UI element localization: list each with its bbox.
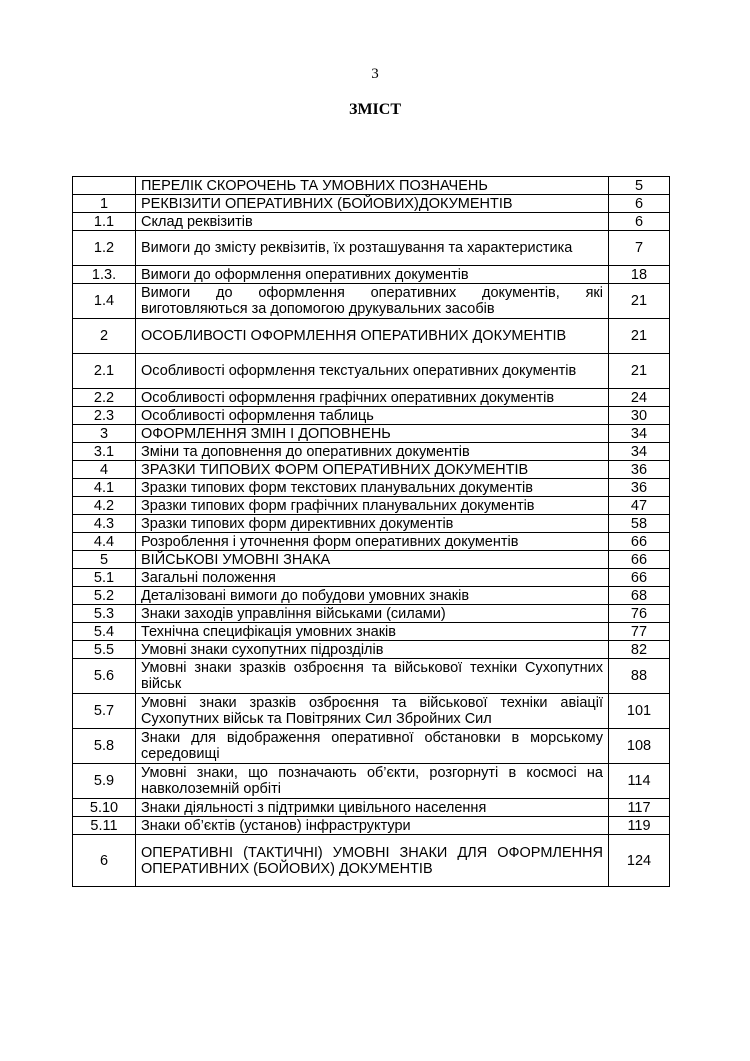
toc-row <box>73 641 670 659</box>
toc-section-title: Деталізовані вимоги до побудови умовних знаків <box>136 587 609 605</box>
toc-row <box>73 569 670 587</box>
page-number: 3 <box>371 66 379 82</box>
toc-section-title: Умовні знаки зразків озброєння та військової техніки Сухопутних військ <box>136 659 609 694</box>
toc-page-number: 119 <box>609 817 670 835</box>
toc-section-number: 5.11 <box>73 817 136 835</box>
toc-section-number: 5.7 <box>73 694 136 729</box>
toc-section-number: 2 <box>73 319 136 354</box>
toc-section-number: 3 <box>73 425 136 443</box>
toc-section-title: Вимоги до оформлення оперативних документів, які виготовляються за допомогою друкувальних засобів <box>136 284 609 319</box>
toc-section-title: Особливості оформлення таблиць <box>136 407 609 425</box>
toc-section-number: 4.2 <box>73 497 136 515</box>
toc-section-title: Загальні положення <box>136 569 609 587</box>
toc-page-number: 34 <box>609 443 670 461</box>
toc-section-title: Склад реквізитів <box>136 213 609 231</box>
toc-row <box>73 659 670 694</box>
toc-section-number: 4 <box>73 461 136 479</box>
toc-row <box>73 605 670 623</box>
toc-row <box>73 587 670 605</box>
toc-row <box>73 623 670 641</box>
toc-section-number: 6 <box>73 835 136 887</box>
toc-page-number: 5 <box>609 177 670 195</box>
toc-section-number: 1 <box>73 195 136 213</box>
toc-section-title: Знаки заходів управління військами (силами) <box>136 605 609 623</box>
toc-row <box>73 443 670 461</box>
toc-section-number: 4.3 <box>73 515 136 533</box>
toc-row <box>73 284 670 319</box>
toc-section-title: Зміни та доповнення до оперативних документів <box>136 443 609 461</box>
toc-page-number: 6 <box>609 195 670 213</box>
toc-section-title: Технічна специфікація умовних знаків <box>136 623 609 641</box>
toc-row <box>73 817 670 835</box>
toc-row <box>73 799 670 817</box>
toc-section-number: 5.1 <box>73 569 136 587</box>
toc-section-number: 5.6 <box>73 659 136 694</box>
toc-section-title: Умовні знаки, що позначають об’єкти, розгорнуті в космосі на навколоземній орбіті <box>136 764 609 799</box>
toc-row <box>73 729 670 764</box>
toc-row <box>73 425 670 443</box>
toc-section-title: ОСОБЛИВОСТІ ОФОРМЛЕННЯ ОПЕРАТИВНИХ ДОКУМЕНТІВ <box>136 319 609 354</box>
toc-section-title: ВІЙСЬКОВІ УМОВНІ ЗНАКА <box>136 551 609 569</box>
toc-row <box>73 213 670 231</box>
toc-page-number: 47 <box>609 497 670 515</box>
toc-page-number: 18 <box>609 266 670 284</box>
toc-section-number: 3.1 <box>73 443 136 461</box>
toc-row <box>73 407 670 425</box>
toc-section-number: 1.3. <box>73 266 136 284</box>
toc-row <box>73 389 670 407</box>
toc-row <box>73 515 670 533</box>
toc-row <box>73 354 670 389</box>
toc-section-title: ОФОРМЛЕННЯ ЗМІН І ДОПОВНЕНЬ <box>136 425 609 443</box>
toc-section-number: 5.5 <box>73 641 136 659</box>
toc-section-number: 5.9 <box>73 764 136 799</box>
toc-row <box>73 177 670 195</box>
toc-section-title: ОПЕРАТИВНІ (ТАКТИЧНІ) УМОВНІ ЗНАКИ ДЛЯ ОФОРМЛЕННЯ ОПЕРАТИВНИХ (БОЙОВИХ) ДОКУМЕНТІВ <box>136 835 609 887</box>
toc-section-number: 5.10 <box>73 799 136 817</box>
toc-page-number: 66 <box>609 569 670 587</box>
toc-section-title: ПЕРЕЛІК СКОРОЧЕНЬ ТА УМОВНИХ ПОЗНАЧЕНЬ <box>136 177 609 195</box>
toc-section-title: Особливості оформлення графічних оперативних документів <box>136 389 609 407</box>
toc-section-number: 1.2 <box>73 231 136 266</box>
toc-section-number: 5.8 <box>73 729 136 764</box>
toc-section-number: 2.1 <box>73 354 136 389</box>
toc-page-number: 77 <box>609 623 670 641</box>
toc-page-number: 36 <box>609 461 670 479</box>
toc-page-number: 117 <box>609 799 670 817</box>
toc-page-number: 66 <box>609 533 670 551</box>
toc-section-number: 5 <box>73 551 136 569</box>
toc-row <box>73 533 670 551</box>
toc-page-number: 124 <box>609 835 670 887</box>
toc-page-number: 24 <box>609 389 670 407</box>
toc-page-number: 21 <box>609 284 670 319</box>
toc-section-title: Зразки типових форм текстових планувальних документів <box>136 479 609 497</box>
toc-title: ЗМІСТ <box>349 101 401 118</box>
toc-section-number: 1.1 <box>73 213 136 231</box>
toc-page-number: 36 <box>609 479 670 497</box>
toc-section-title: Зразки типових форм графічних планувальних документів <box>136 497 609 515</box>
toc-section-title: Зразки типових форм директивних документів <box>136 515 609 533</box>
toc-row <box>73 764 670 799</box>
toc-page-number: 6 <box>609 213 670 231</box>
toc-page-number: 66 <box>609 551 670 569</box>
toc-page-number: 7 <box>609 231 670 266</box>
toc-section-title: Умовні знаки сухопутних підрозділів <box>136 641 609 659</box>
toc-section-number: 4.4 <box>73 533 136 551</box>
toc-row <box>73 694 670 729</box>
toc-section-number: 2.3 <box>73 407 136 425</box>
toc-row <box>73 231 670 266</box>
toc-section-number: 1.4 <box>73 284 136 319</box>
toc-page-number: 76 <box>609 605 670 623</box>
toc-page-number: 21 <box>609 354 670 389</box>
toc-page-number: 58 <box>609 515 670 533</box>
toc-section-number: 5.3 <box>73 605 136 623</box>
toc-section-title: ЗРАЗКИ ТИПОВИХ ФОРМ ОПЕРАТИВНИХ ДОКУМЕНТІВ <box>136 461 609 479</box>
toc-page-number: 108 <box>609 729 670 764</box>
toc-row <box>73 266 670 284</box>
toc-section-title: Вимоги до оформлення оперативних документів <box>136 266 609 284</box>
toc-row <box>73 319 670 354</box>
toc-page-number: 101 <box>609 694 670 729</box>
toc-row <box>73 835 670 887</box>
toc-section-title: Особливості оформлення текстуальних оперативних документів <box>136 354 609 389</box>
toc-page-number: 68 <box>609 587 670 605</box>
toc-section-title: РЕКВІЗИТИ ОПЕРАТИВНИХ (БОЙОВИХ)ДОКУМЕНТІВ <box>136 195 609 213</box>
toc-page-number: 88 <box>609 659 670 694</box>
toc-section-title: Знаки об’єктів (установ) інфраструктури <box>136 817 609 835</box>
toc-page-number: 34 <box>609 425 670 443</box>
toc-section-title: Вимоги до змісту реквізитів, їх розташування та характеристика <box>136 231 609 266</box>
toc-row <box>73 461 670 479</box>
toc-section-number: 4.1 <box>73 479 136 497</box>
toc-section-number <box>73 177 136 195</box>
toc-section-title: Знаки діяльності з підтримки цивільного населення <box>136 799 609 817</box>
toc-page-number: 21 <box>609 319 670 354</box>
toc-row <box>73 551 670 569</box>
toc-section-number: 5.4 <box>73 623 136 641</box>
toc-row <box>73 479 670 497</box>
toc-section-number: 2.2 <box>73 389 136 407</box>
toc-section-title: Умовні знаки зразків озброєння та військової техніки авіації Сухопутних військ та Повітряних Сил Збройних Сил <box>136 694 609 729</box>
toc-row <box>73 195 670 213</box>
toc-section-title: Розроблення і уточнення форм оперативних документів <box>136 533 609 551</box>
toc-row <box>73 497 670 515</box>
toc-page-number: 82 <box>609 641 670 659</box>
toc-section-number: 5.2 <box>73 587 136 605</box>
toc-section-title: Знаки для відображення оперативної обстановки в морському середовищі <box>136 729 609 764</box>
toc-page-number: 30 <box>609 407 670 425</box>
toc-table <box>72 176 670 887</box>
toc-page-number: 114 <box>609 764 670 799</box>
